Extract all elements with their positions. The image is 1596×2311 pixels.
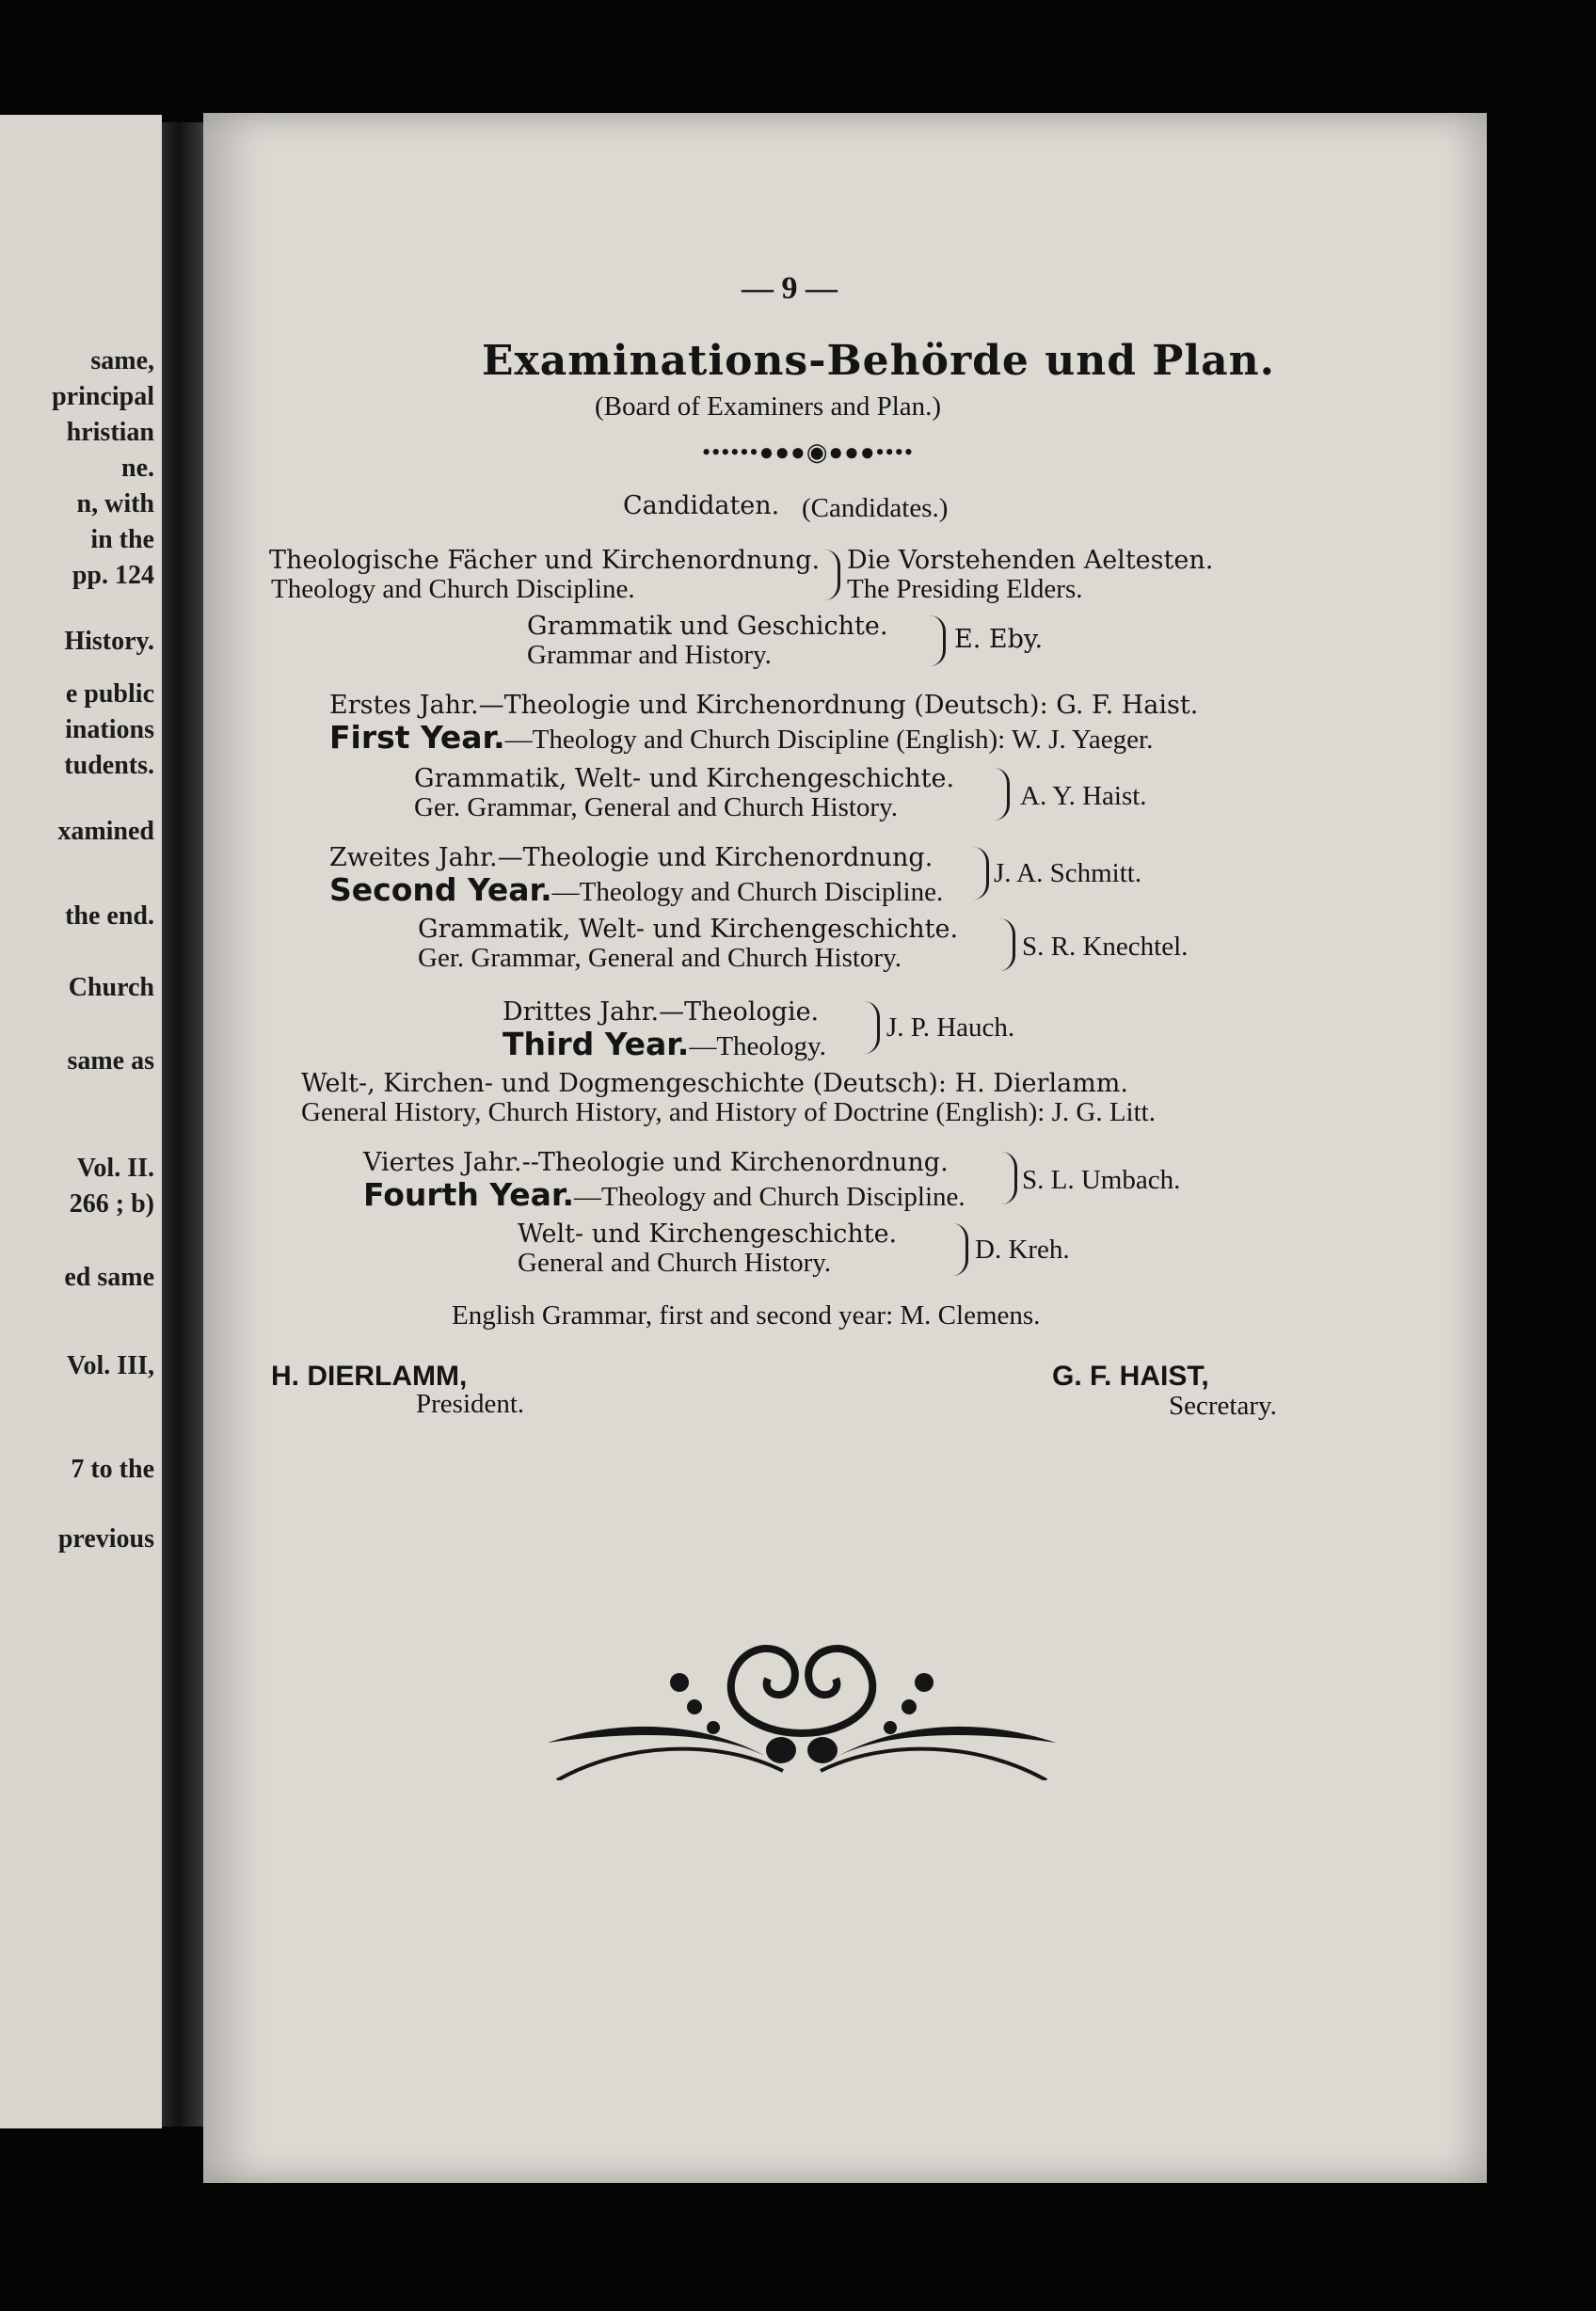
fourth-year-history-en: General and Church History. [518,1248,832,1278]
ornamental-divider: ••••••●●●◉●●●•••• [702,438,914,466]
fourth-year-history-de: Welt- und Kirchengeschichte. [518,1219,898,1249]
left-page-line: History. [64,627,154,656]
left-page-line: e public [65,679,154,709]
english-grammar-line: English Grammar, first and second year: M. Clemens. [452,1300,1041,1331]
second-year-grammar-en: Ger. Grammar, General and Church History. [418,943,902,973]
brace [930,615,946,666]
left-facing-page [0,115,162,2128]
page-number: — 9 — [742,271,838,306]
first-year-de: Erstes Jahr.—Theologie und Kirchenordnung (Deutsch): G. F. Haist. [329,691,1199,720]
candidates-subject-en: Theology and Church Discipline. [271,574,635,604]
first-year-en: —Theology and Church Discipline (English): W. J. Yaeger. [504,725,1154,755]
third-year-en-line [503,1026,826,1062]
left-page-line: previous [57,1524,154,1554]
left-page-line: the end. [65,901,154,931]
brace [973,847,989,900]
left-page-line: Vol. II. [76,1154,154,1183]
third-year-examiner: J. P. Hauch. [886,1012,1015,1043]
brace [994,768,1010,821]
fourth-year-de: Viertes Jahr.--Theologie und Kirchenordnung. [363,1148,949,1177]
page-subtitle: (Board of Examiners and Plan.) [595,391,942,422]
first-year-label: First Year. [329,719,505,756]
left-page-line: xamined [57,817,154,846]
left-page-line: inations [65,715,154,744]
brace [952,1223,968,1276]
brace [824,550,840,600]
fourth-year-en: —Theology and Church Discipline. [574,1182,966,1212]
second-year-en-line [329,871,943,908]
left-page-line: in the [90,525,154,554]
left-page-line: n, with [76,489,154,518]
second-year-grammar-de: Grammatik, Welt- und Kirchengeschichte. [418,915,959,944]
left-page-line: 266 ; b) [69,1189,154,1219]
fourth-year-label: Fourth Year. [363,1176,575,1213]
fourth-year-en-line [363,1176,966,1213]
third-year-history-de: Welt-, Kirchen- und Dogmengeschichte (Deutsch): H. Dierlamm. [301,1069,1128,1098]
candidates-grammar-de: Grammatik und Geschichte. [527,612,888,641]
left-page-line: hristian [66,418,154,447]
president-title: President. [416,1389,525,1419]
brace [864,1001,880,1054]
fourth-year-examiner: S. L. Umbach. [1022,1165,1181,1195]
second-year-examiner: J. A. Schmitt. [994,858,1142,888]
second-year-en: —Theology and Church Discipline. [551,877,944,907]
candidates-heading-de: Candidaten. [623,491,780,520]
third-year-label: Third Year. [503,1026,690,1062]
left-page-line: ne. [121,454,154,483]
president-name: H. DIERLAMM, [271,1361,468,1392]
third-year-en: —Theology. [689,1031,826,1061]
second-year-de: Zweites Jahr.—Theologie und Kirchenordnung. [329,843,934,872]
left-page-line: tudents. [64,751,154,780]
first-year-en-line [329,719,1153,756]
brace [1001,1152,1017,1204]
candidates-heading-en: (Candidates.) [802,493,949,523]
book-gutter [162,122,203,2127]
scroll-flourish-icon [548,1630,1056,1780]
secretary-title: Secretary. [1169,1391,1277,1421]
candidates-examiner-de: Die Vorstehenden Aeltesten. [847,546,1214,575]
candidates-subject-de: Theologische Fächer und Kirchenordnung. [269,546,821,575]
left-page-line: Vol. III, [66,1351,154,1380]
third-year-de: Drittes Jahr.—Theologie. [503,997,820,1027]
left-page-line: Church [68,973,154,1002]
left-page-line: principal [52,382,154,411]
candidates-grammar-en: Grammar and History. [527,640,772,670]
brace [999,918,1015,971]
first-year-grammar-examiner: A. Y. Haist. [1020,781,1147,811]
left-page-line: pp. 124 [72,561,154,590]
first-year-grammar-en: Ger. Grammar, General and Church History. [414,792,898,822]
candidates-examiner-en: The Presiding Elders. [847,574,1083,604]
secretary-name: G. F. HAIST, [1052,1361,1209,1392]
first-year-grammar-de: Grammatik, Welt- und Kirchengeschichte. [414,764,955,793]
page-title: Examinations-Behörde und Plan. [482,337,1275,385]
third-year-history-en: General History, Church History, and History of Doctrine (English): J. G. Litt. [301,1097,1156,1127]
left-page-line: same as [67,1046,154,1076]
second-year-grammar-examiner: S. R. Knechtel. [1022,932,1189,962]
fourth-year-history-examiner: D. Kreh. [975,1235,1070,1265]
left-page-line: same, [90,346,154,375]
second-year-label: Second Year. [329,871,552,908]
left-page-line: 7 to the [71,1455,154,1484]
left-page-line: ed same [64,1263,154,1292]
candidates-grammar-examiner: E. Eby. [954,625,1044,654]
main-page [203,113,1487,2183]
